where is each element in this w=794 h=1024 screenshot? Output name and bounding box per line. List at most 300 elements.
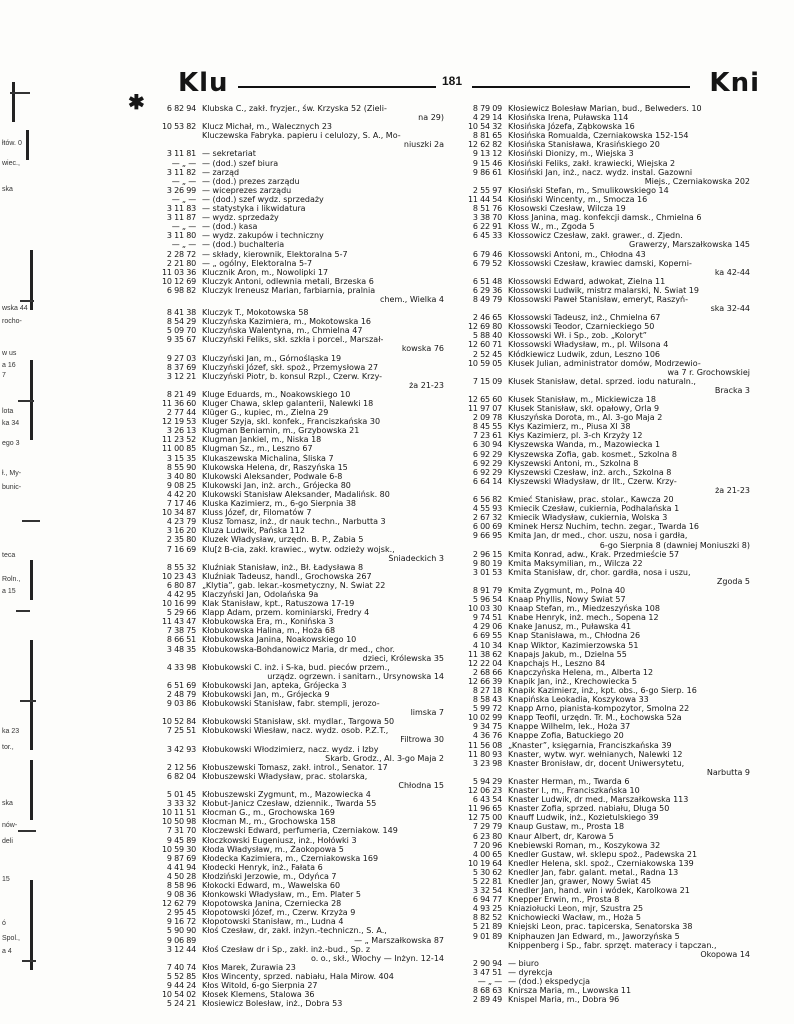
phone-number: 3 11 82	[166, 167, 196, 177]
phone-number: 6 80 87	[166, 580, 196, 590]
entry-text: Kluczyńska Walentyna, m., Chmielna 47	[202, 326, 363, 336]
phone-number: 6 79 46	[472, 249, 502, 259]
entry-text: Knapp Arno, pianista-kompozytor, Smolna 22	[508, 704, 690, 714]
entry-text: — statystyka i likwidatura	[202, 204, 306, 214]
directory-entry	[456, 213, 756, 222]
directory-entry	[456, 186, 756, 195]
entry-text: Kłyszewski Czesław, inż. arch., Szkolna 8	[508, 467, 672, 477]
phone-number: 6 94 77	[472, 895, 502, 905]
entry-text: — zarząd	[202, 167, 240, 177]
directory-entry	[456, 122, 756, 131]
entry-text: Grawerzy, Marszałkowska 145	[629, 240, 750, 250]
phone-number: 2 95 45	[166, 908, 196, 918]
phone-number: 8 79 09	[472, 104, 502, 113]
directory-entry	[150, 481, 450, 490]
header-right-keyword: Kni	[709, 68, 760, 98]
phone-number	[150, 672, 202, 681]
directory-entry	[456, 722, 756, 731]
phone-number: 4 93 25	[472, 904, 502, 914]
entry-text: — „ ogólny, Elektoralna 5-7	[202, 258, 313, 268]
phone-number: 3 11 87	[166, 213, 196, 223]
phone-number: 12 75 00	[467, 813, 502, 823]
directory-entry	[456, 359, 756, 368]
phone-number: 5 01 45	[166, 790, 196, 800]
gutter-tick	[22, 960, 36, 962]
phone-number: 3 26 99	[166, 185, 196, 195]
directory-entry	[456, 922, 756, 931]
directory-entry	[150, 240, 450, 249]
phone-number	[150, 344, 202, 353]
phone-number: 11 97 07	[467, 404, 502, 414]
directory-entry	[456, 913, 756, 922]
directory-entry	[456, 968, 756, 977]
entry-text: Okopowa 14	[700, 949, 750, 959]
gutter-tick	[22, 520, 40, 522]
phone-number: 10 16 99	[161, 599, 196, 609]
entry-text: Klugman Jankiel, m., Niska 18	[202, 435, 322, 445]
directory-entry	[456, 331, 756, 340]
directory-entry	[150, 999, 450, 1008]
directory-entry	[150, 363, 450, 372]
directory-entry	[150, 908, 450, 917]
directory-entry	[150, 308, 450, 317]
entry-text: Kłys Kazimierz, m., Piusa XI 38	[508, 422, 631, 432]
phone-number: 10 50 98	[161, 817, 196, 827]
phone-number: 4 29 14	[472, 113, 502, 123]
gutter-text-fragment: 7	[2, 372, 6, 379]
directory-entry	[150, 836, 450, 845]
phone-number: 10 52 84	[161, 717, 196, 727]
phone-number: 2 12 56	[166, 762, 196, 772]
phone-number: 6 98 82	[166, 285, 196, 295]
entry-text: Kłopotowska Janina, Czerniecka 28	[202, 899, 342, 909]
entry-text: o. o., skł., Włochy — Inżyn. 12-14	[310, 953, 444, 963]
directory-entry	[456, 695, 756, 704]
page-header	[150, 62, 770, 102]
directory-entry	[150, 808, 450, 817]
directory-entry	[150, 899, 450, 908]
entry-text: — (dod.) prezes zarządu	[202, 176, 300, 186]
entry-text: Kłobukowski Jan, apteka, Grójecka 3	[202, 680, 347, 690]
entry-text: Kłos Witold, 6-go Sierpnia 27	[202, 981, 318, 990]
phone-number	[456, 240, 508, 249]
entry-text: Kłobuszewski Władysław, prac. stolarska,	[202, 771, 368, 781]
phone-number: 3 47 51	[472, 967, 502, 977]
phone-number: 6 51 48	[472, 276, 502, 286]
entry-text: Zgoda 5	[716, 576, 750, 586]
entry-text: Kniphauzen Jan Edward, m., Jaworzyńska 5	[508, 931, 680, 941]
phone-number	[456, 577, 508, 586]
phone-number: 4 29 06	[472, 622, 502, 632]
phone-number: 6 43 54	[472, 795, 502, 805]
directory-entry	[456, 895, 756, 904]
directory-entry	[150, 817, 450, 826]
entry-text: Kłosińska Stanisława, Krasińskiego 20	[508, 140, 660, 150]
directory-entry	[150, 140, 450, 149]
phone-number: 9 13 12	[472, 149, 502, 159]
directory-entry	[150, 654, 450, 663]
entry-text: Kluczyński Piotr, b. konsul Rzpl., Czerw. Krzy-	[202, 371, 383, 381]
entry-text: Kmita Jan, dr med., chor. uszu, nosa i gardła,	[508, 531, 688, 541]
entry-text: Knirsza Maria, m., Lwowska 11	[508, 986, 632, 996]
entry-text: Kłoss Janina, mag. konfekcji damsk., Chmielna 6	[508, 213, 702, 223]
directory-entry	[150, 717, 450, 726]
entry-text: Kmiecik Władysław, cukiernia, Wolska 3	[508, 513, 668, 523]
directory-entry	[150, 435, 450, 444]
directory-entry	[150, 222, 450, 231]
entry-text: Knaster Zofia, sprzed. nabiału, Długa 50	[508, 804, 670, 814]
entry-text: Kluger Chawa, sklep galanterii, Nalewki 18	[202, 399, 374, 408]
entry-text: — sekretariat	[202, 149, 256, 159]
gutter-tick	[10, 92, 30, 94]
directory-entry	[456, 440, 756, 449]
directory-entry	[456, 541, 756, 550]
directory-entry	[456, 340, 756, 349]
phone-number: 3 48 35	[166, 644, 196, 654]
directory-entry	[456, 995, 756, 1004]
entry-text: Kłuszyńska Dorota, m., Al. 3-go Maja 2	[508, 413, 663, 423]
entry-text: Kłossowski Tadeusz, inż., Chmielna 67	[508, 313, 661, 323]
entry-text: Kłokocki Edward, m., Wawelska 60	[202, 880, 341, 890]
phone-number: — „ —	[171, 176, 196, 186]
phone-number: 10 03 30	[467, 604, 502, 614]
directory-entry	[456, 413, 756, 422]
entry-text: Kłobukowska Era, m., Konińska 3	[202, 617, 334, 627]
entry-text: Kłodecki Henryk, inż., Fałata 6	[202, 862, 323, 872]
entry-text: Kmita Maksymilian, m., Wilcza 22	[508, 558, 643, 568]
phone-number: 4 36 76	[472, 731, 502, 741]
directory-entry	[456, 140, 756, 149]
gutter-text-fragment: ego 3	[2, 440, 20, 447]
phone-number: 10 23 43	[161, 571, 196, 581]
phone-number: 6 92 29	[472, 458, 502, 468]
phone-number: 2 96 15	[472, 549, 502, 559]
directory-entry	[150, 354, 450, 363]
entry-text: Klukowski Aleksander, Podwale 6-8	[202, 471, 343, 481]
entry-text: Knapczyńska Helena, m., Alberta 12	[508, 667, 654, 677]
entry-text: Kłosiński Jan, inż., nacz. wydz. instal. Gazowni	[508, 167, 693, 177]
directory-entry	[456, 504, 756, 513]
directory-entry	[150, 681, 450, 690]
phone-number: 9 35 67	[166, 335, 196, 345]
entry-text: niuszki 2a	[403, 140, 444, 150]
directory-entry	[150, 454, 450, 463]
phone-number: 11 80 93	[467, 749, 502, 759]
entry-text: Kłobukowski Włodzimierz, nacz. wydz. i Izby	[202, 744, 379, 754]
gutter-text-fragment: bunic-	[2, 484, 22, 491]
entry-text: kowska 76	[401, 344, 444, 354]
gutter-text-fragment: Spol.,	[2, 935, 20, 942]
directory-entry	[456, 459, 756, 468]
entry-text: Knebiewski Roman, m., Koszykowa 32	[508, 840, 661, 850]
entry-text: Skarb. Grodz., Al. 3-go Maja 2	[325, 753, 444, 763]
gutter-text-fragment: w us	[2, 350, 17, 357]
phone-number: 3 11 81	[166, 149, 196, 159]
entry-text: Kłocman M., m., Grochowska 158	[202, 817, 336, 827]
phone-number: 12 62 79	[161, 899, 196, 909]
phone-number: 3 33 32	[166, 799, 196, 809]
directory-entry	[456, 677, 756, 686]
directory-entry	[150, 572, 450, 581]
phone-number	[150, 735, 202, 744]
phone-number: 10 54 32	[467, 122, 502, 132]
phone-number: 6 56 82	[472, 495, 502, 505]
directory-entry	[150, 390, 450, 399]
entry-text: Knaster Herman, m., Twarda 6	[508, 776, 630, 786]
entry-text: Kłonkowski Władysław, m., Em. Plater 5	[202, 890, 361, 900]
gutter-text-fragment: a 16	[2, 362, 16, 369]
phone-number: 8 55 90	[166, 462, 196, 472]
right-column	[456, 104, 756, 1004]
phone-number: 9 45 89	[166, 835, 196, 845]
phone-number: 8 54 29	[166, 317, 196, 327]
entry-text: Kluzek Władysław, urzędn. B. P., Żabia 5	[202, 535, 364, 545]
directory-entry	[150, 168, 450, 177]
entry-text: Kmiecik Czesław, cukiernia, Podhalańska 1	[508, 504, 680, 514]
directory-entry	[456, 177, 756, 186]
entry-text: Kłobukowski Jan, m., Grójecka 9	[202, 690, 330, 699]
entry-text: „Knaster”, księgarnia, Franciszkańska 39	[508, 740, 672, 750]
phone-number: 8 68 63	[472, 986, 502, 996]
directory-entry	[456, 204, 756, 213]
directory-entry	[150, 113, 450, 122]
phone-number: 9 01 89	[472, 931, 502, 941]
directory-entry	[150, 104, 450, 113]
entry-text: Kluczyk Antoni, odlewnia metali, Brzeska 6	[202, 276, 374, 286]
phone-number	[150, 954, 202, 963]
entry-text: — (dod.) ekspedycja	[508, 977, 590, 986]
directory-entry	[150, 635, 450, 644]
entry-text: Klucznik Aron, m., Nowolipki 17	[202, 267, 329, 277]
phone-number: 11 23 52	[161, 435, 196, 445]
gutter-tick	[18, 830, 36, 832]
entry-text: wa 7 r. Grochowskiej	[667, 367, 750, 377]
directory-entry	[150, 177, 450, 186]
directory-entry	[456, 877, 756, 886]
directory-entry	[150, 872, 450, 881]
phone-number: 2 21 80	[166, 258, 196, 268]
entry-text: Klüger G., kupiec, m., Zielna 29	[202, 408, 329, 418]
gutter-text-fragment: 15	[2, 876, 10, 883]
phone-number: 8 49 79	[472, 294, 502, 304]
directory-entry	[456, 668, 756, 677]
phone-number: 2 55 97	[472, 185, 502, 195]
directory-entry	[456, 868, 756, 877]
entry-text: Kluczyński Józef, skł. spoż., Przemysłowa 27	[202, 362, 379, 372]
entry-text: Knispel Maria, m., Dobra 96	[508, 995, 620, 1005]
entry-text: Kłosińska Józefa, Ząbkowska 16	[508, 122, 635, 132]
phone-number	[150, 295, 202, 304]
phone-number: 5 24 21	[166, 999, 196, 1009]
entry-text: Chłodna 15	[398, 780, 444, 790]
entry-text: Klukowska Helena, dr, Raszyńska 15	[202, 462, 348, 472]
directory-entry	[150, 645, 450, 654]
directory-entry	[150, 690, 450, 699]
phone-number	[150, 781, 202, 790]
directory-entry	[150, 149, 450, 158]
directory-entry	[150, 344, 450, 353]
phone-number: 8 27 18	[472, 686, 502, 695]
phone-number: 5 52 85	[166, 971, 196, 981]
entry-text: Filtrowa 30	[400, 735, 444, 745]
entry-text: Śniadeckich 3	[388, 553, 444, 563]
left-column	[150, 104, 450, 1008]
phone-number: 3 11 80	[166, 231, 196, 241]
phone-number: 6 51 69	[166, 680, 196, 690]
directory-entry	[456, 613, 756, 622]
phone-number: 7 20 96	[472, 840, 502, 850]
gutter-text-fragment: nów-	[2, 822, 18, 829]
phone-number: 2 68 66	[472, 667, 502, 677]
entry-text: Klak Stanisław, kpt., Ratuszowa 17-19	[202, 599, 355, 609]
entry-text: Klucz Michał, m., Walecznych 23	[202, 122, 332, 132]
directory-entry	[150, 590, 450, 599]
phone-number: 3 40 80	[166, 471, 196, 481]
entry-text: Kluge Eduards, m., Noakowskiego 10	[202, 389, 351, 399]
directory-entry	[456, 131, 756, 140]
directory-entry	[456, 932, 756, 941]
directory-entry	[150, 535, 450, 544]
entry-text: Knapchajs H., Leszno 84	[508, 658, 606, 668]
entry-text: — składy, kierownik, Elektoralna 5-7	[202, 249, 348, 259]
directory-entry	[456, 777, 756, 786]
phone-number: 7 25 51	[166, 726, 196, 736]
directory-entry	[456, 168, 756, 177]
phone-number: 10 54 02	[161, 990, 196, 1000]
entry-text: Knedler Jan, fabr. galant. metal., Radna 13	[508, 867, 679, 877]
phone-number	[150, 754, 202, 763]
directory-entry	[456, 477, 756, 486]
directory-entry	[150, 763, 450, 772]
directory-entry	[150, 563, 450, 572]
phone-number: 12 22 04	[467, 658, 502, 668]
gutter-text-fragment: a 15	[2, 588, 16, 595]
entry-text: Knapik Kazimierz, inż., kpt. obs., 6-go Sierp. 16	[508, 686, 697, 695]
phone-number: 9 34 75	[472, 722, 502, 732]
directory-entry	[150, 845, 450, 854]
directory-entry	[150, 463, 450, 472]
directory-entry	[456, 377, 756, 386]
gutter-tick	[18, 400, 34, 402]
entry-text: Kmita Konrad, adw., Krak. Przedmieście 57	[508, 549, 680, 559]
entry-text: Kłosek Klemens, Stalowa 36	[202, 990, 315, 1000]
phone-number: 2 67 32	[472, 513, 502, 523]
entry-text: na 29)	[418, 113, 444, 123]
entry-text: urządz. ogrzewn. i sanitarn., Ursynowska 14	[267, 671, 444, 681]
entry-text: Kłosiewicz Bolesław, inż., Dobra 53	[202, 999, 343, 1009]
phone-number: 5 90 90	[166, 926, 196, 936]
directory-entry	[456, 941, 756, 950]
page-number: 181	[442, 74, 463, 88]
phone-number: — „ —	[477, 977, 502, 986]
gutter-text-fragment: rocho-	[2, 318, 22, 325]
entry-text: Kłossowski Antoni, m., Chłodna 43	[508, 249, 646, 259]
directory-entry	[150, 881, 450, 890]
entry-text: Kluza Ludwik, Pańska 112	[202, 526, 305, 536]
phone-number	[150, 131, 202, 140]
phone-number: 9 15 46	[472, 158, 502, 168]
directory-entry	[456, 686, 756, 695]
directory-entry	[456, 813, 756, 822]
phone-number	[456, 368, 508, 377]
directory-entry	[456, 104, 756, 113]
phone-number: 10 12 69	[161, 276, 196, 286]
directory-entry	[150, 754, 450, 763]
entry-text: Bracka 3	[714, 385, 750, 395]
entry-text: Knedler Helena, skl. spoż., Czerniakowska 139	[508, 858, 694, 868]
phone-number: 3 12 21	[166, 371, 196, 381]
entry-text: Kłossowski Władysław, m., pl. Wilsona 4	[508, 340, 669, 350]
phone-number: 2 48 79	[166, 690, 196, 699]
phone-number: — „ —	[171, 194, 196, 204]
phone-number: 3 16 20	[166, 526, 196, 536]
entry-text: Kłosiński Wincenty, m., Smocza 16	[508, 194, 648, 204]
directory-entry	[456, 250, 756, 259]
entry-text: Kłobukowski Stanisław, skł. mydlar., Targowa 50	[202, 717, 395, 727]
directory-entry	[456, 768, 756, 777]
entry-text: Kłossowski Paweł Stanisław, emeryt, Raszyń-	[508, 294, 689, 304]
phone-number: 4 55 93	[472, 504, 502, 514]
entry-text: Klusz Tomasz, inż., dr nauk techn., Narbutta 3	[202, 517, 386, 527]
directory-entry	[456, 240, 756, 249]
directory-entry	[150, 863, 450, 872]
entry-text: Knabe Henryk, inż. mech., Sopena 12	[508, 613, 659, 623]
entry-text: ska 32-44	[710, 304, 750, 314]
directory-entry	[150, 545, 450, 554]
directory-entry	[150, 131, 450, 140]
directory-entry	[150, 926, 450, 935]
phone-number	[150, 140, 202, 149]
directory-entry	[456, 531, 756, 540]
entry-text: Kłobukowski C. inż. i S-ka, bud. pieców przem.,	[202, 662, 390, 672]
entry-text: Kniejski Leon, prac. tapicerska, Senatorska 38	[508, 922, 693, 932]
entry-text: Kłossowski Edward, adwokat, Zielna 11	[508, 276, 666, 286]
phone-number: 10 11 51	[161, 808, 196, 818]
directory-entry	[150, 708, 450, 717]
entry-text: — (dod.) kasa	[202, 222, 258, 232]
directory-entry	[150, 854, 450, 863]
gutter-text-fragment: ka 23	[2, 728, 20, 735]
gutter-text-fragment: deli	[2, 838, 13, 845]
gutter-text-fragment: ska	[2, 186, 13, 193]
entry-text: Kłyszewski Antoni, m., Szkolna 8	[508, 458, 639, 468]
phone-number: 10 59 30	[161, 844, 196, 854]
entry-text: Klapp Adam, przem. kominiarski, Fredry 4	[202, 608, 370, 618]
phone-number: 9 16 72	[166, 917, 196, 927]
entry-text: Kłobukowska Janina, Noakowskiego 10	[202, 635, 357, 645]
directory-entry	[150, 663, 450, 672]
entry-text: Kłódkiewicz Ludwik, zdun, Leszno 106	[508, 349, 661, 359]
phone-number: 7 29 79	[472, 822, 502, 832]
phone-number: 6 92 29	[472, 449, 502, 459]
entry-text: Kmita Stanisław, dr, chor. gardła, nosa i uszu,	[508, 567, 691, 577]
directory-entry	[150, 735, 450, 744]
directory-entry	[456, 795, 756, 804]
directory-entry	[150, 599, 450, 608]
directory-entry	[150, 195, 450, 204]
phone-number: 8 58 96	[166, 880, 196, 890]
entry-text: Kłys Kazimierz, pl. 3-ch Krzyży 12	[508, 431, 643, 441]
phone-number: 8 81 65	[472, 131, 502, 141]
entry-text: Kluczyk T., Mokotowska 58	[202, 308, 309, 318]
gutter-bar	[26, 130, 29, 160]
entry-text: Kłobukowska Halina, m., Hoża 68	[202, 626, 336, 636]
phone-number: 11 38 62	[467, 649, 502, 659]
entry-text: Kłoczkowski Eugeniusz, inż., Hołówki 3	[202, 835, 357, 845]
entry-text: Kłopotowski Stanisław, m., Ludna 4	[202, 917, 344, 927]
phone-number: 6 82 94	[166, 104, 196, 113]
directory-entry	[150, 326, 450, 335]
